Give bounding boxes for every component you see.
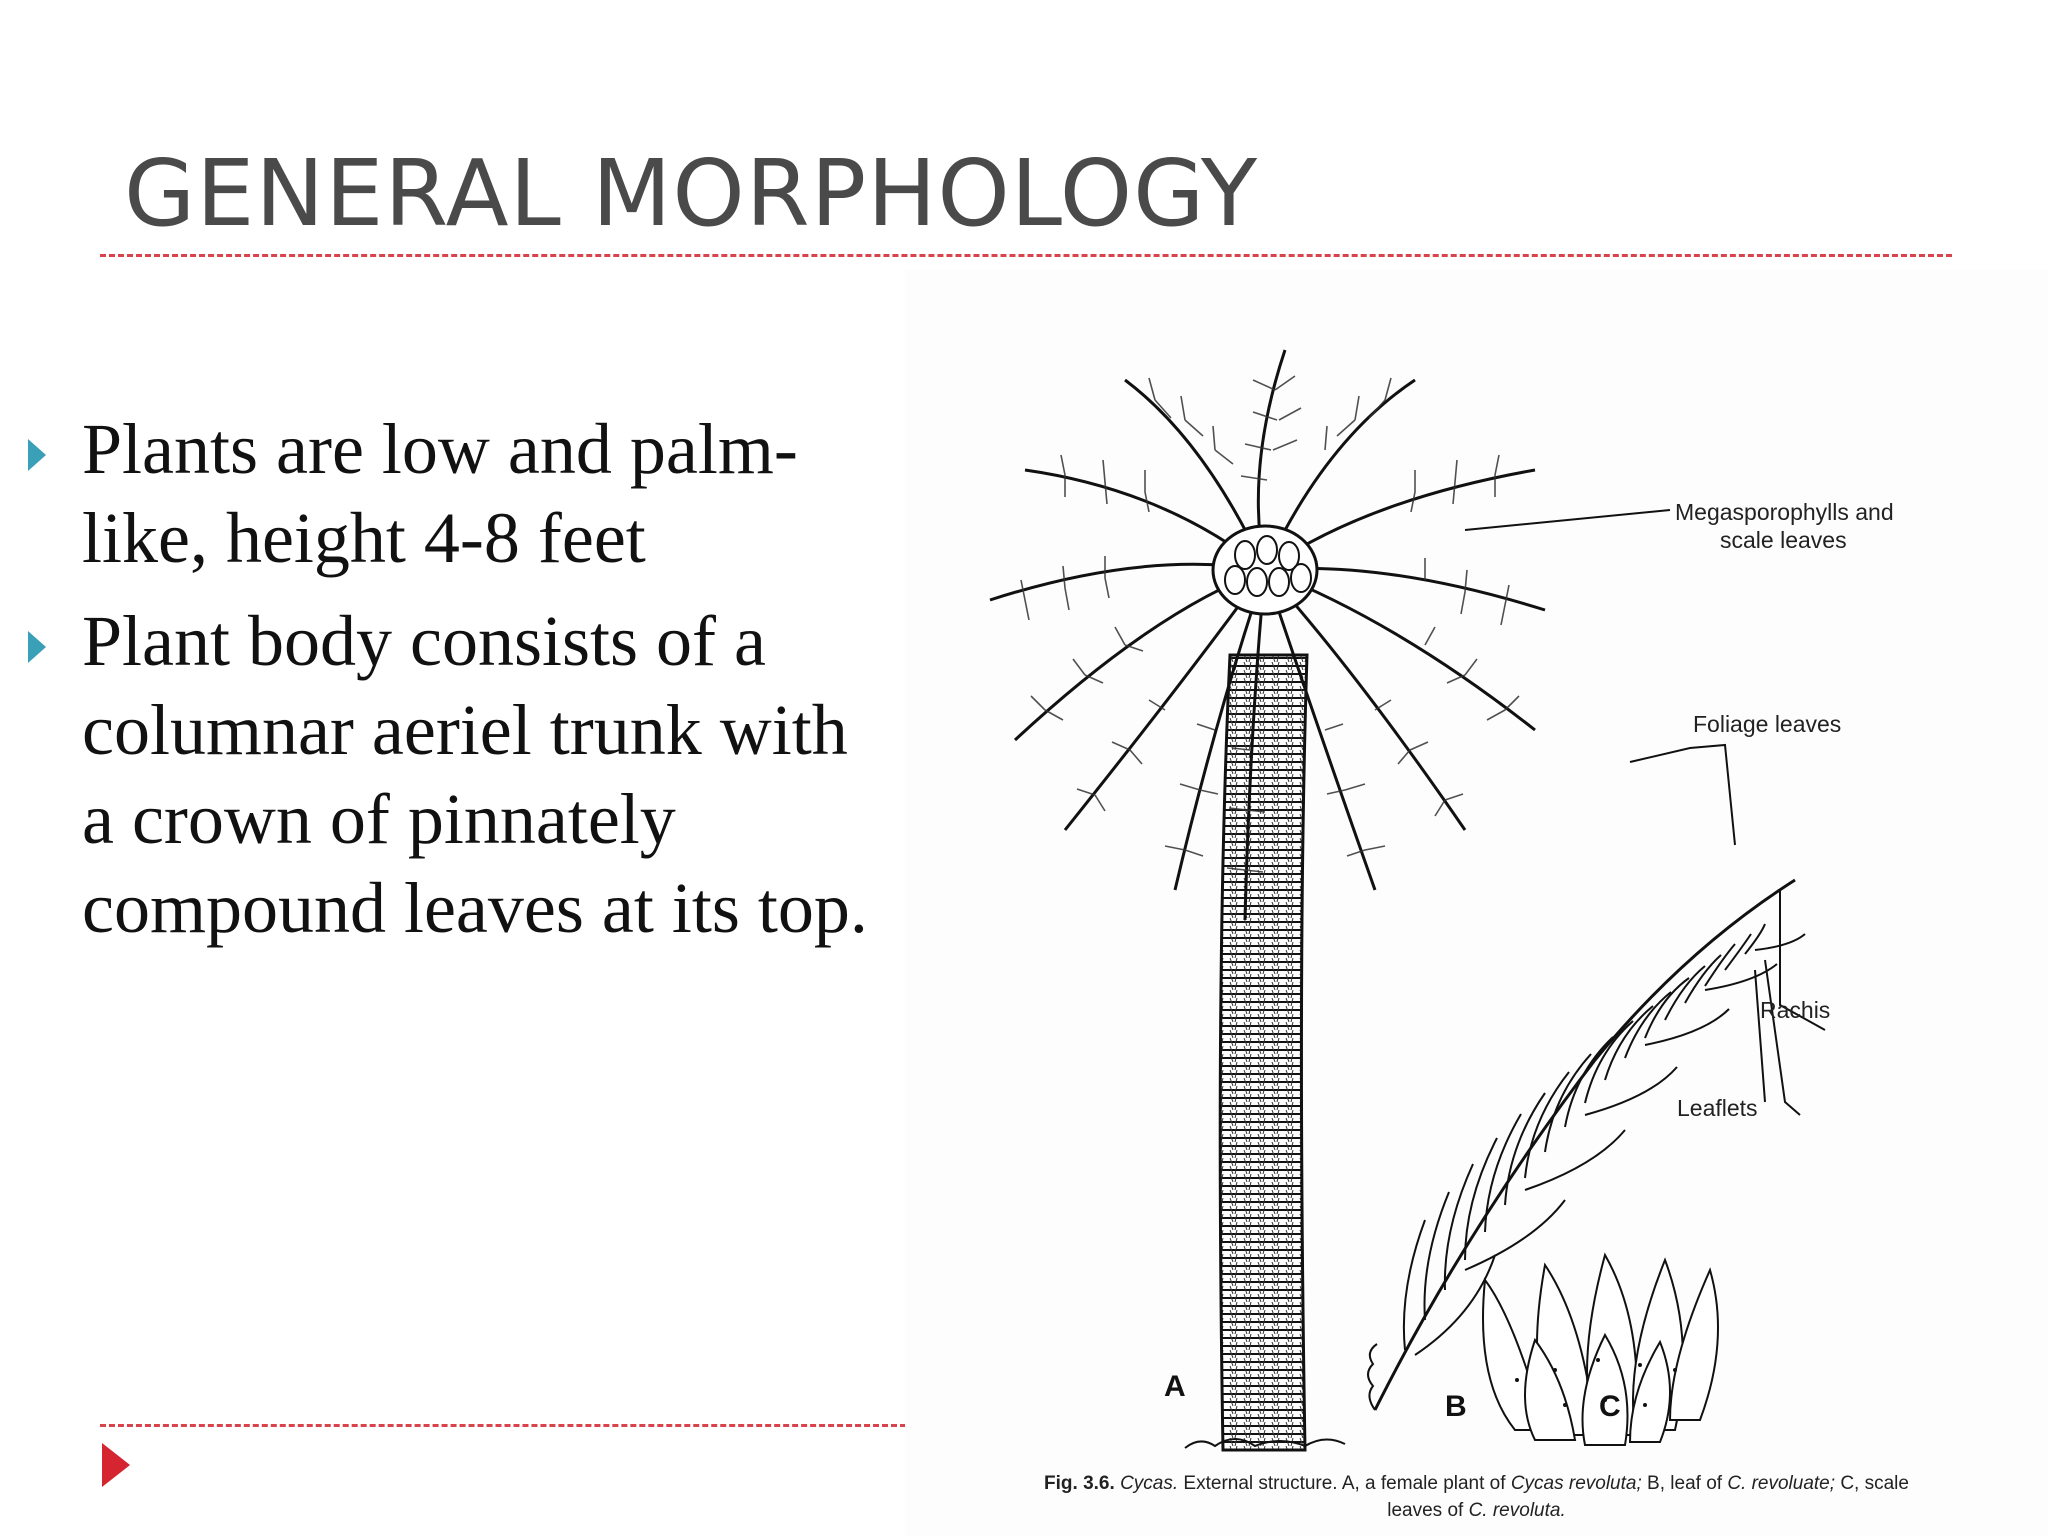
caption-species: C. revoluta.: [1468, 1500, 1566, 1521]
cycas-illustration: [905, 270, 2048, 1460]
caption-text: External structure. A, a female plant of: [1178, 1473, 1511, 1494]
bullet-item: [20, 597, 890, 953]
bullet-item: [20, 405, 890, 583]
part-label-a: A: [1164, 1370, 1186, 1403]
label-rachis: Rachis: [1760, 997, 1831, 1023]
triangle-bullet-icon: [28, 631, 46, 663]
label-scale-leaves: scale leaves: [1720, 527, 1847, 553]
part-label-b: B: [1445, 1390, 1467, 1423]
caption-fig-number: Fig. 3.6.: [1044, 1473, 1115, 1494]
caption-text: B, leaf of: [1641, 1473, 1728, 1494]
label-foliage-leaves: Foliage leaves: [1693, 711, 1842, 737]
title-divider: [100, 254, 1952, 257]
leaf-b-drawing: [1368, 880, 1805, 1410]
caption-species: Cycas revoluta;: [1510, 1473, 1642, 1494]
bullet-list: [20, 405, 890, 967]
caption-species: C. revoluate;: [1727, 1473, 1836, 1494]
label-megasporophylls: Megasporophylls and: [1675, 499, 1894, 525]
bullet-text: Plant body consists of a columnar aeriel trunk with a crown of pinnately compound leaves at its top.: [82, 601, 868, 948]
part-label-c: C: [1599, 1390, 1621, 1423]
triangle-bullet-icon: [28, 439, 46, 471]
caption-text: leaves of: [1387, 1500, 1469, 1521]
slide-title: GENERAL MORPHOLOGY: [124, 140, 1259, 247]
label-leaflets: Leaflets: [1677, 1095, 1758, 1121]
footer-divider: [100, 1424, 906, 1427]
figure-caption: [905, 1470, 2048, 1524]
play-arrow-icon[interactable]: [102, 1443, 130, 1487]
plant-a-drawing: [990, 350, 1545, 1450]
bullet-text: Plants are low and palm-like, height 4-8 feet: [82, 409, 798, 578]
caption-genus: Cycas.: [1120, 1473, 1179, 1494]
cycas-figure: [905, 270, 2048, 1536]
caption-text: C, scale: [1835, 1473, 1909, 1494]
